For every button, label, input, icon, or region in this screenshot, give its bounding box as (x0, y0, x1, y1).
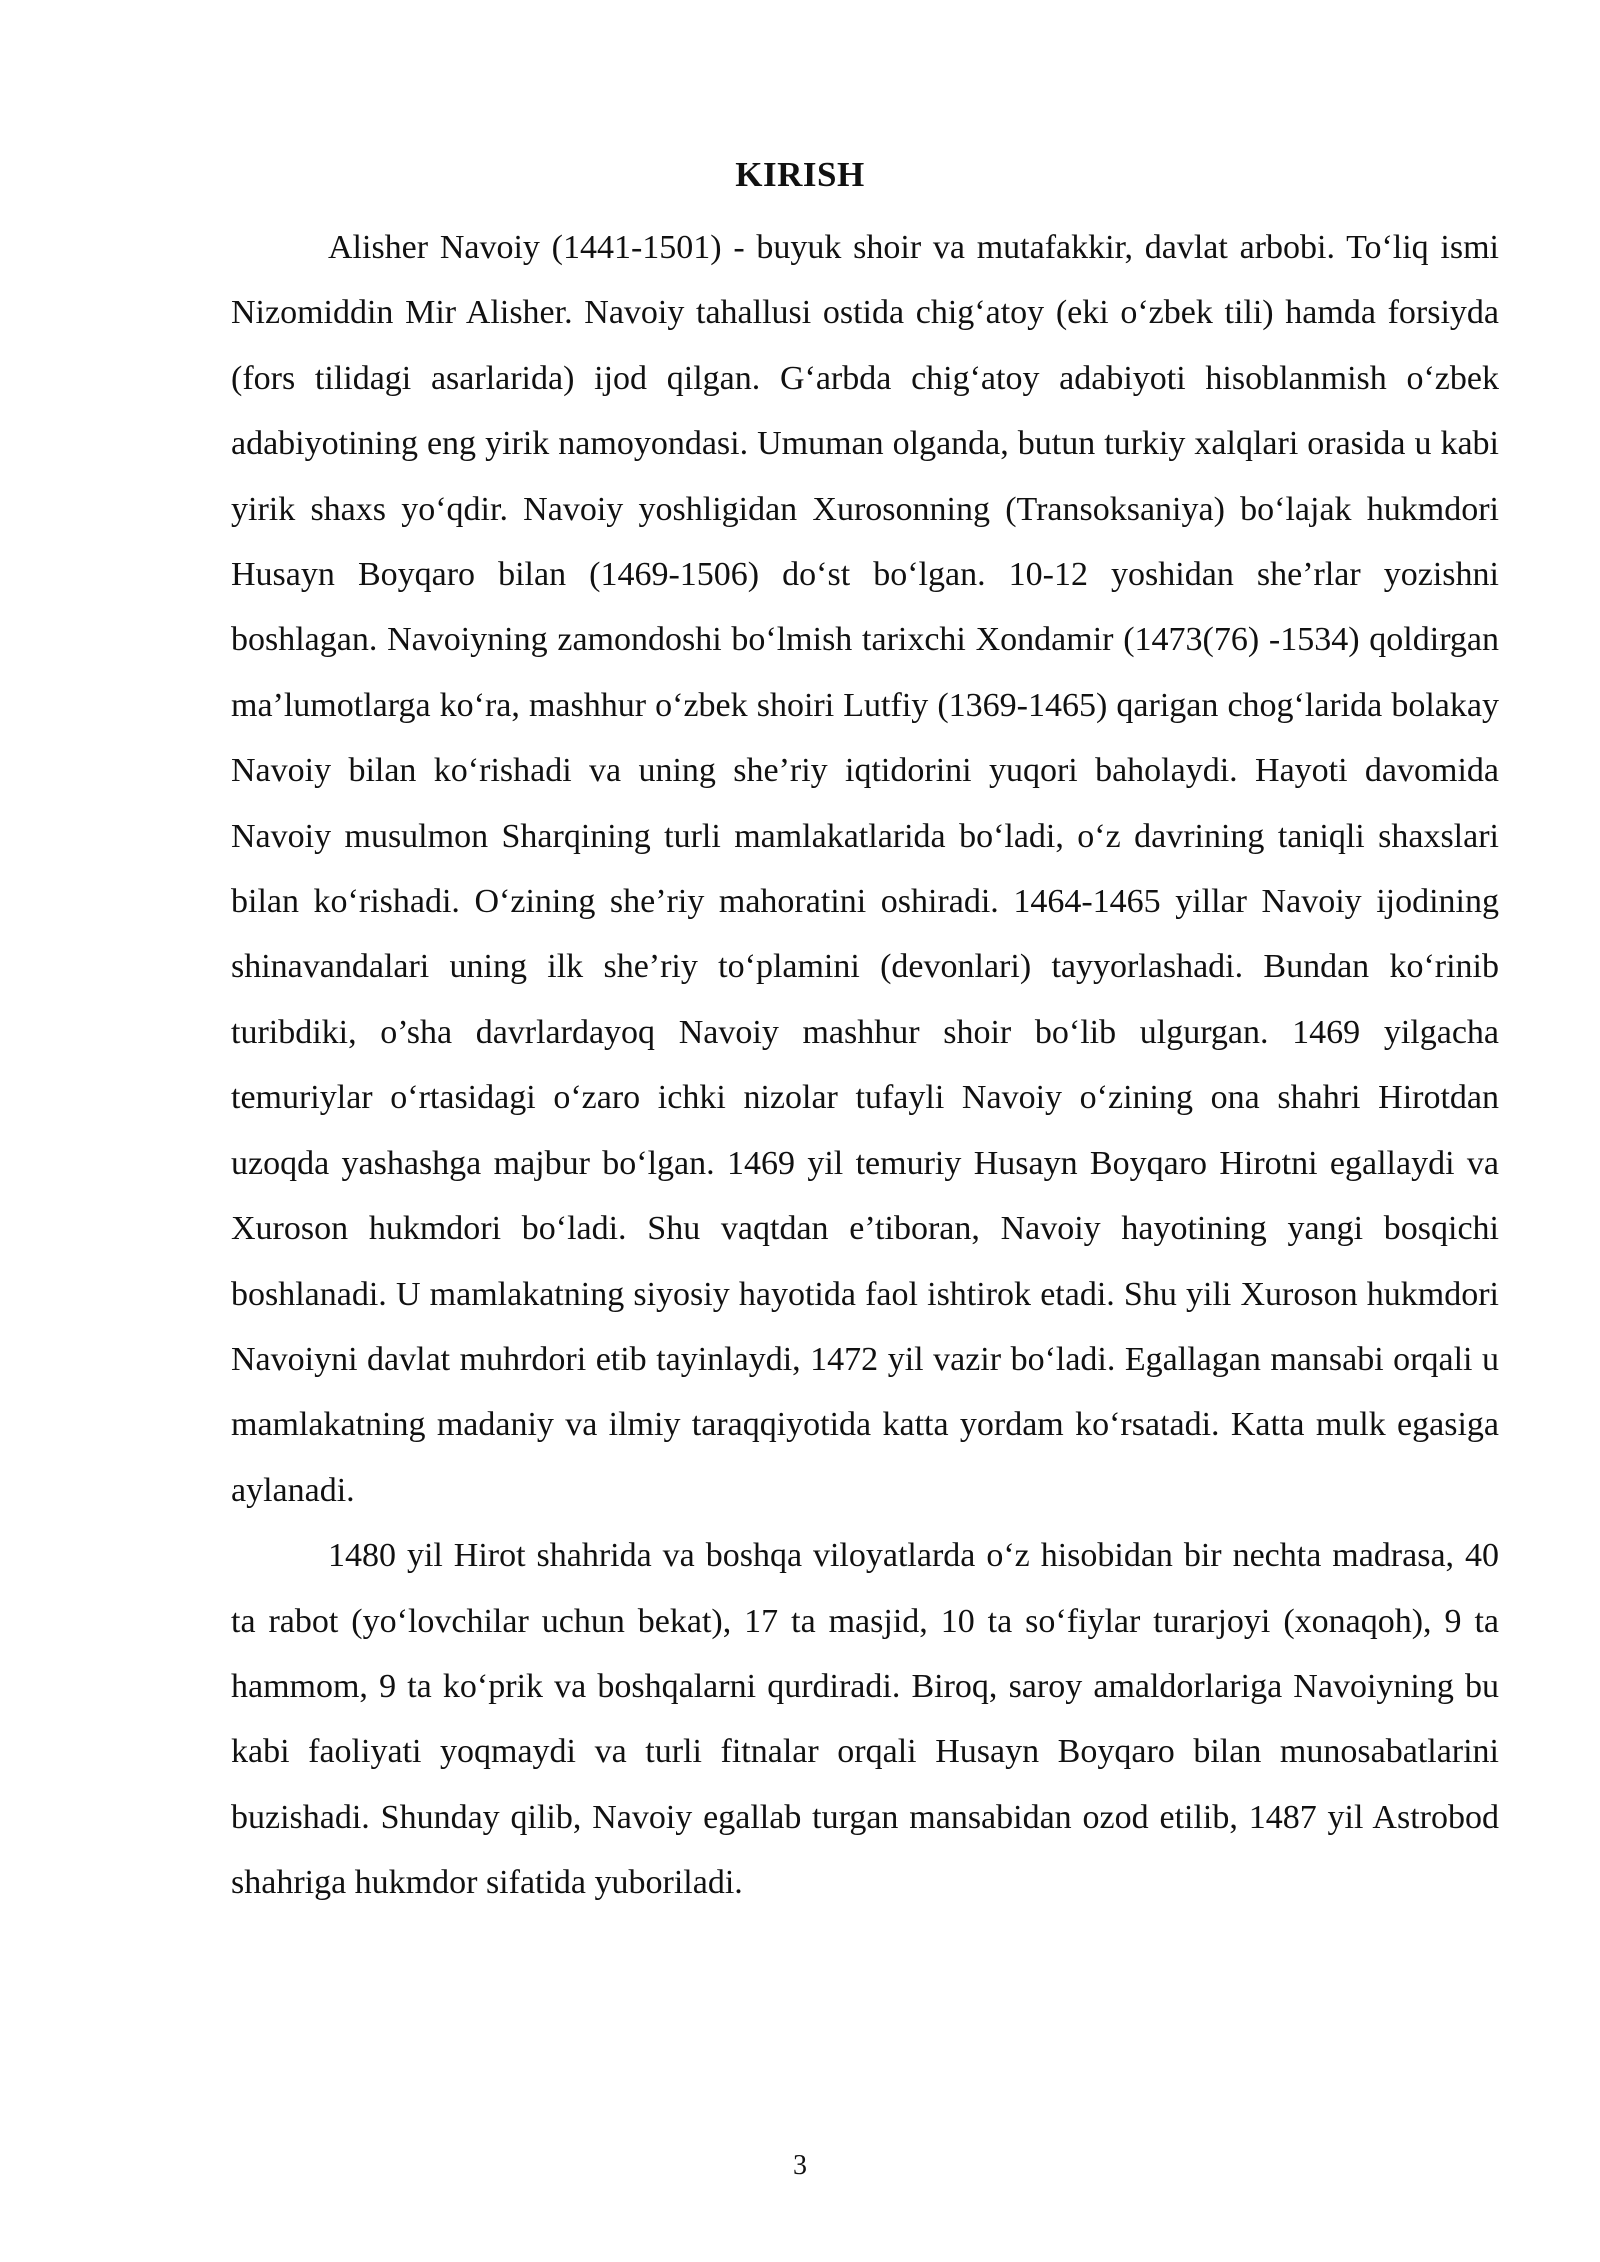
paragraph-buildings: 1480 yil Hirot shahrida va boshqa viloyatlarda o‘z hisobidan bir nechta madrasa, 40 ta rabot (yo‘lovchilar uchun bekat), 17 ta masjid, 10 ta so‘fiylar turarjoyi (xonaqoh), 9 ta hammom, 9 ta ko‘prik va boshqalarni qurdiradi. Biroq, saroy amaldorlariga Navoiyning bu kabi faoliyati yoqmaydi va turli fitnalar orqali Husayn Boyqaro bilan munosabatlarini buzishadi. Shunday qilib, Navoiy egallab turgan mansabidan ozod etilib, 1487 yil Astrobod shahriga hukmdor sifatida yuboriladi. (231, 1537, 1499, 1902)
paragraph-intro: Alisher Navoiy (1441-1501) - buyuk shoir va mutafakkir, davlat arbobi. To‘liq ismi Nizomiddin Mir Alisher. Navoiy tahallusi ostida chig‘atoy (eki o‘zbek tili) hamda forsiyda (fors tilidagi asarlarida) ijod qilgan. G‘arbda chig‘atoy adabiyoti hisoblanmish o‘zbek adabiyotining eng yirik namoyondasi. Umuman olganda, butun turkiy xalqlari orasida u kabi yirik shaxs yo‘qdir. Navoiy yoshligidan Xurosonning (Transoksaniya) bo‘lajak hukmdori Husayn Boyqaro bilan (1469-1506) do‘st bo‘lgan. 10-12 yoshidan she’rlar yozishni boshlagan. Navoiyning zamondoshi bo‘lmish tarixchi Xondamir (1473(76) -1534) qoldirgan ma’lumotlarga ko‘ra, mashhur o‘zbek shoiri Lutfiy (1369-1465) qarigan chog‘larida bolakay Navoiy bilan ko‘rishadi va uning she’riy iqtidorini yuqori baholaydi. Hayoti davomida Navoiy musulmon Sharqining turli mamlakatlarida bo‘ladi, o‘z davrining taniqli shaxslari bilan ko‘rishadi. O‘zining she’riy mahoratini oshiradi. 1464-1465 yillar Navoiy ijodining shinavandalari uning ilk she’riy to‘plamini (devonlari) tayyorlashadi. Bundan ko‘rinib turibdiki, o’sha davrlardayoq Navoiy mashhur shoir bo‘lib ulgurgan. 1469 yilgacha temuriylar o‘rtasidagi o‘zaro ichki nizolar tufayli Navoiy o‘zining ona shahri Hirotdan uzoqda yashashga majbur bo‘lgan. 1469 yil temuriy Husayn Boyqaro Hirotni egallaydi va Xuroson hukmdori bo‘ladi. Shu vaqtdan e’tiboran, Navoiy hayotining yangi bosqichi boshlanadi. U mamlakatning siyosiy hayotida faol ishtirok etadi. Shu yili Xuroson hukmdori Navoiyni davlat muhrdori etib tayinlaydi, 1472 yil vazir bo‘ladi. Egallagan mansabi orqali u mamlakatning madaniy va ilmiy taraqqiyotida katta yordam ko‘rsatadi. Katta mulk egasiga aylanadi. (231, 229, 1499, 1509)
page-number: 3 (793, 2150, 807, 2181)
document-body (231, 215, 1499, 1916)
page-heading: KIRISH (735, 155, 865, 194)
